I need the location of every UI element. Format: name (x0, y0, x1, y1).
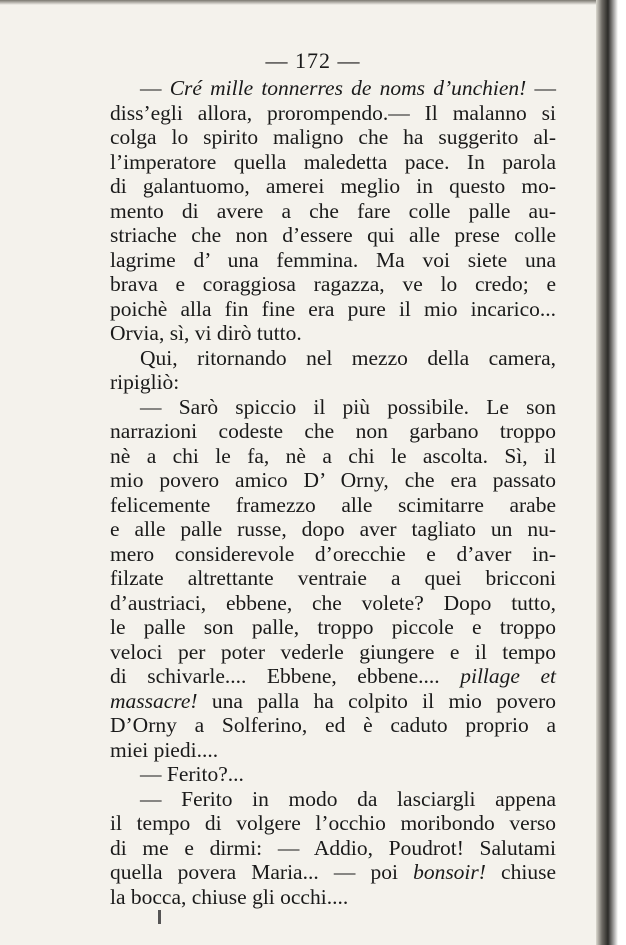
text-line (110, 321, 556, 346)
text-line (110, 346, 556, 371)
text-segment: chiuse (485, 860, 556, 884)
text-segment: e alle palle russe, dopo aver tagliato un nu- (110, 517, 556, 541)
text-line (110, 370, 556, 395)
text-segment: d’austriaci, ebbene, che volete? Dopo tutto, (110, 590, 556, 615)
text-segment: quella povera Maria... — poi (110, 860, 414, 884)
text-segment: ripigliò: (110, 370, 180, 394)
text-line (110, 76, 556, 101)
text-line (110, 150, 556, 175)
italic-text: bonsoir! (413, 860, 486, 884)
text-segment: colga lo spirito maligno che ha suggerito al- (110, 125, 556, 149)
italic-text: pillage et (460, 664, 557, 688)
scan-top-edge (0, 0, 596, 5)
text-line (110, 836, 556, 861)
text-line (110, 125, 556, 150)
text-line (110, 248, 556, 273)
text-line (110, 762, 556, 787)
text-segment: l’imperatore quella maledetta pace. In parola (110, 149, 556, 174)
text-line (110, 297, 556, 322)
text-line (110, 419, 556, 444)
text-segment: brava e coraggiosa ragazza, ve lo credo; e (110, 272, 556, 296)
text-line (110, 738, 556, 763)
text-line (110, 493, 556, 518)
text-line (110, 101, 556, 126)
text-line (110, 885, 556, 910)
text-segment: mento di avere a che fare colle palle au- (110, 198, 556, 223)
text-line (110, 664, 556, 689)
text-segment: le palle son palle, troppo piccole e troppo (110, 615, 556, 639)
text-segment: di schivarle.... Ebbene, ebbene.... (110, 664, 461, 688)
text-line (110, 174, 556, 199)
text-segment: di me e dirmi: — Addio, Poudrot! Salutami (110, 835, 556, 860)
text-segment: narrazioni codeste che non garbano troppo (110, 419, 556, 443)
text-line (110, 444, 556, 469)
text-segment: — Ferito?... (140, 762, 244, 786)
text-segment: di galantuomo, amerei meglio in questo mo- (110, 174, 556, 198)
text-segment: — Sarò spiccio il più possibile. Le son (140, 394, 556, 419)
text-line (110, 591, 556, 616)
text-segment: lagrime d’ una femmina. Ma voi siete una (110, 247, 556, 272)
text-segment: striache che non d’essere qui alle prese colle (110, 223, 556, 247)
text-segment: una palla ha colpito il mio povero (197, 688, 556, 713)
text-segment: — (526, 76, 557, 100)
body-text (110, 76, 556, 909)
text-segment: nè a chi le fa, nè a chi le ascolta. Sì, il (110, 443, 556, 468)
text-line (110, 517, 556, 542)
text-line (110, 689, 556, 714)
text-segment: poichè alla fin fine era pure il mio incarico... (110, 296, 556, 321)
text-line (110, 272, 556, 297)
text-segment: — (140, 76, 170, 100)
page-number: — 172 — (265, 48, 361, 73)
text-segment: mero considerevole d’orecchie e d’aver in- (110, 541, 556, 566)
italic-text: Cré mille tonnerres de noms d’unchien! (169, 76, 527, 100)
text-line (110, 566, 556, 591)
text-line (110, 395, 556, 420)
text-line (110, 542, 556, 567)
text-segment: miei piedi.... (110, 737, 219, 762)
text-line (110, 713, 556, 738)
italic-text: massacre! (110, 688, 198, 713)
text-line (110, 860, 556, 885)
text-segment: la bocca, chiuse gli occhi.... (110, 884, 349, 909)
text-segment: Orvia, sì, vi dirò tutto. (110, 321, 302, 345)
text-segment: felicemente framezzo alle scimitarre arabe (110, 492, 556, 517)
text-segment: mio povero amico D’ Orny, che era passato (110, 468, 556, 492)
text-line (110, 223, 556, 248)
text-line (110, 640, 556, 665)
text-line (110, 787, 556, 812)
text-segment: filzate altrettante ventraie a quei bricconi (110, 566, 556, 590)
text-line (110, 199, 556, 224)
text-line (110, 468, 556, 493)
scan-right-edge (596, 0, 626, 945)
text-segment: Qui, ritornando nel mezzo della camera, (140, 345, 556, 370)
text-segment: diss’egli allora, prorompendo.— Il malanno si (110, 100, 556, 125)
text-segment: — Ferito in modo da lasciargli appena (140, 786, 556, 811)
text-segment: il tempo di volgere l’occhio moribondo verso (110, 811, 556, 835)
text-segment: D’Orny a Solferino, ed è caduto proprio a (110, 713, 556, 737)
text-segment: veloci per poter vederle giungere e il tempo (110, 639, 556, 664)
ink-mark (158, 910, 161, 924)
text-line (110, 615, 556, 640)
text-line (110, 811, 556, 836)
